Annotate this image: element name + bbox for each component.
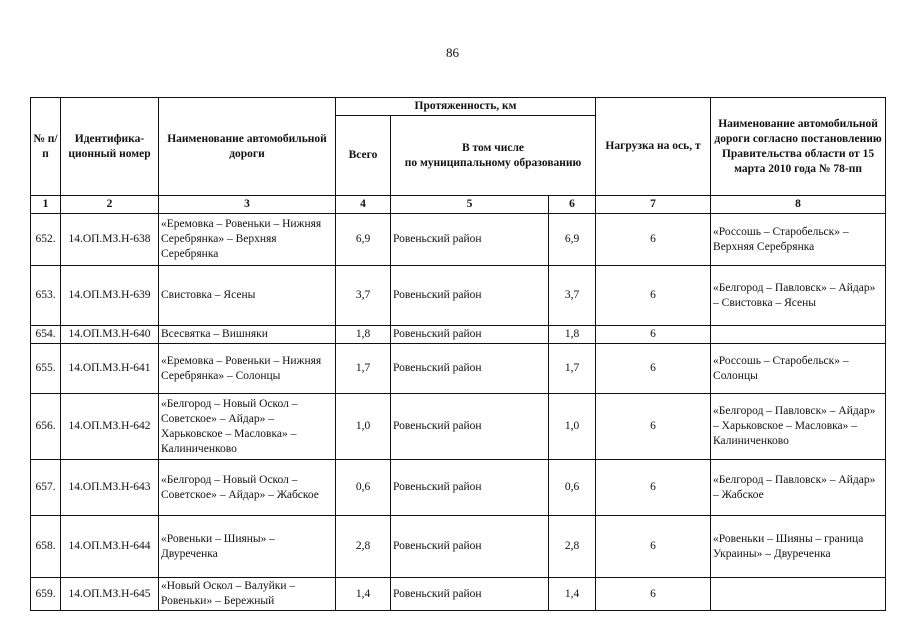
- row-district: Ровеньский район: [391, 394, 549, 460]
- column-numbers-row: [31, 196, 886, 214]
- row-road-name: «Белгород – Новый Оскол – Советское» – Айдар» – Жабское: [159, 460, 336, 516]
- header-length: Протяженность, км: [336, 98, 596, 116]
- row-axle-load: 6: [596, 266, 711, 326]
- row-axle-load: 6: [596, 326, 711, 344]
- row-district: Ровеньский район: [391, 578, 549, 611]
- row-num: 657.: [31, 460, 61, 516]
- row-road-name: «Белгород – Новый Оскол – Советское» – Айдар» – Харьковское – Масловка» – Калиниченково: [159, 394, 336, 460]
- row-num: 653.: [31, 266, 61, 326]
- row-gov-name: «Ровеньки – Шияны – граница Украины» – Двуреченка: [711, 516, 886, 578]
- row-axle-load: 6: [596, 460, 711, 516]
- row-district-km: 1,4: [549, 578, 596, 611]
- column-number: 6: [549, 196, 596, 214]
- column-number: 2: [61, 196, 159, 214]
- row-district-km: 3,7: [549, 266, 596, 326]
- row-id: 14.ОП.МЗ.Н-639: [61, 266, 159, 326]
- row-total-km: 1,7: [336, 344, 391, 394]
- column-number: 8: [711, 196, 886, 214]
- row-gov-name: «Россошь – Старобельск» – Солонцы: [711, 344, 886, 394]
- row-gov-name: [711, 578, 886, 611]
- header-load: Нагрузка на ось, т: [596, 98, 711, 196]
- row-gov-name: «Белгород – Павловск» – Айдар» – Жабское: [711, 460, 886, 516]
- row-district-km: 1,0: [549, 394, 596, 460]
- row-road-name: «Еремовка – Ровеньки – Нижняя Серебрянка» – Солонцы: [159, 344, 336, 394]
- table-row: [31, 326, 886, 344]
- row-total-km: 1,8: [336, 326, 391, 344]
- header-including-line1: В том числе: [461, 141, 525, 154]
- column-number: 1: [31, 196, 61, 214]
- row-num: 652.: [31, 214, 61, 266]
- row-gov-name: «Белгород – Павловск» – Айдар» – Харьковское – Масловка» – Калиниченково: [711, 394, 886, 460]
- table-row: [31, 266, 886, 326]
- row-district-km: 1,8: [549, 326, 596, 344]
- column-number: 5: [391, 196, 549, 214]
- row-num: 659.: [31, 578, 61, 611]
- column-number: 4: [336, 196, 391, 214]
- row-district-km: 6,9: [549, 214, 596, 266]
- row-district: Ровеньский район: [391, 344, 549, 394]
- roads-table: [30, 97, 886, 611]
- table-row: [31, 578, 886, 611]
- column-number: 3: [159, 196, 336, 214]
- row-district: Ровеньский район: [391, 326, 549, 344]
- table-row: [31, 394, 886, 460]
- table-row: [31, 344, 886, 394]
- row-id: 14.ОП.МЗ.Н-642: [61, 394, 159, 460]
- header-including: [391, 116, 596, 196]
- row-num: 656.: [31, 394, 61, 460]
- row-num: 655.: [31, 344, 61, 394]
- table-row: [31, 460, 886, 516]
- header-name: Наименование автомобильной дороги: [159, 98, 336, 196]
- header-including-line2: по муниципальному образованию: [404, 156, 582, 169]
- header-num: № п/п: [31, 98, 61, 196]
- row-gov-name: «Белгород – Павловск» – Айдар» – Свистовка – Ясены: [711, 266, 886, 326]
- row-axle-load: 6: [596, 516, 711, 578]
- row-district: Ровеньский район: [391, 460, 549, 516]
- row-num: 654.: [31, 326, 61, 344]
- row-num: 658.: [31, 516, 61, 578]
- row-total-km: 6,9: [336, 214, 391, 266]
- row-gov-name: [711, 326, 886, 344]
- row-road-name: Свистовка – Ясены: [159, 266, 336, 326]
- row-total-km: 1,0: [336, 394, 391, 460]
- row-id: 14.ОП.МЗ.Н-645: [61, 578, 159, 611]
- row-axle-load: 6: [596, 214, 711, 266]
- row-axle-load: 6: [596, 578, 711, 611]
- row-total-km: 2,8: [336, 516, 391, 578]
- row-total-km: 1,4: [336, 578, 391, 611]
- row-id: 14.ОП.МЗ.Н-638: [61, 214, 159, 266]
- row-district-km: 1,7: [549, 344, 596, 394]
- row-road-name: «Еремовка – Ровеньки – Нижняя Серебрянка» – Верхняя Серебрянка: [159, 214, 336, 266]
- row-axle-load: 6: [596, 394, 711, 460]
- row-road-name: Всесвятка – Вишняки: [159, 326, 336, 344]
- row-district-km: 2,8: [549, 516, 596, 578]
- row-id: 14.ОП.МЗ.Н-640: [61, 326, 159, 344]
- header-id: Идентифика-ционный номер: [61, 98, 159, 196]
- row-gov-name: «Россошь – Старобельск» – Верхняя Серебрянка: [711, 214, 886, 266]
- header-govname: Наименование автомобильной дороги согласно постановлению Правительства области от 15 марта 2010 года № 78-пп: [711, 98, 886, 196]
- table-row: [31, 516, 886, 578]
- row-district: Ровеньский район: [391, 266, 549, 326]
- row-total-km: 3,7: [336, 266, 391, 326]
- row-road-name: «Ровеньки – Шияны» – Двуреченка: [159, 516, 336, 578]
- table-row: [31, 214, 886, 266]
- header-total: Всего: [336, 116, 391, 196]
- row-road-name: «Новый Оскол – Валуйки – Ровеньки» – Бережный: [159, 578, 336, 611]
- row-id: 14.ОП.МЗ.Н-641: [61, 344, 159, 394]
- row-district-km: 0,6: [549, 460, 596, 516]
- row-axle-load: 6: [596, 344, 711, 394]
- column-number: 7: [596, 196, 711, 214]
- row-district: Ровеньский район: [391, 516, 549, 578]
- row-total-km: 0,6: [336, 460, 391, 516]
- page-number: 86: [446, 45, 459, 60]
- row-id: 14.ОП.МЗ.Н-644: [61, 516, 159, 578]
- row-district: Ровеньский район: [391, 214, 549, 266]
- row-id: 14.ОП.МЗ.Н-643: [61, 460, 159, 516]
